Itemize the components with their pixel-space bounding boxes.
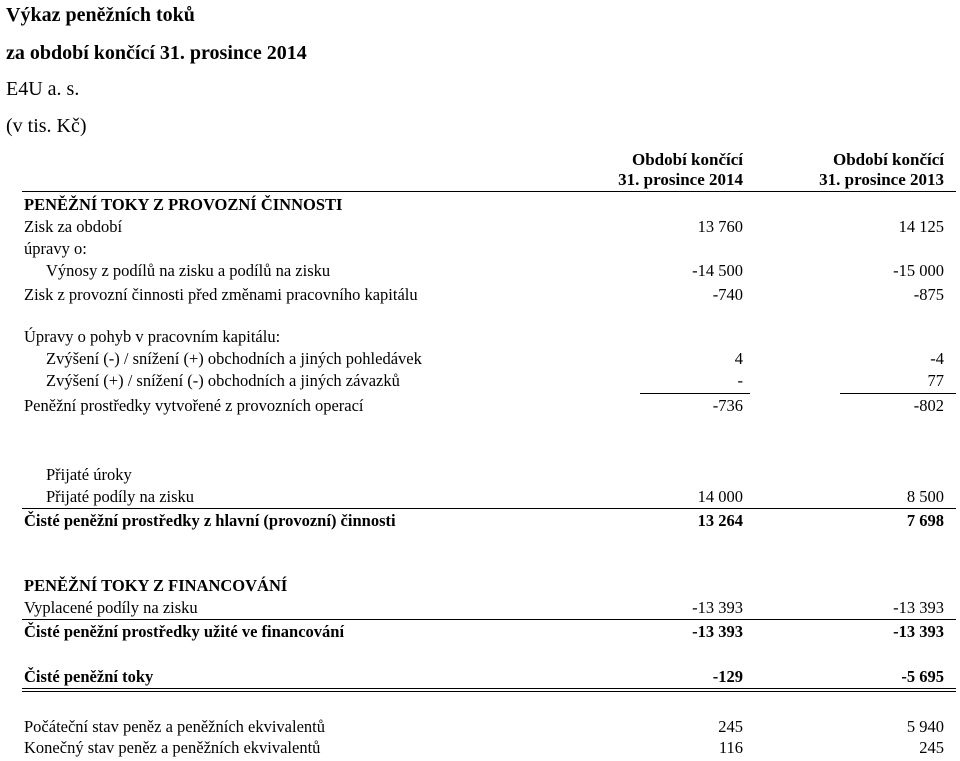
row-label: Počáteční stav peněz a peněžních ekvivalentů (24, 717, 325, 736)
total-rule-operating (22, 508, 956, 509)
row-label: Konečný stav peněz a peněžních ekvivalentů (24, 738, 321, 757)
row-label: Čisté peněžní toky (24, 667, 154, 686)
value-2013: 245 (919, 738, 944, 757)
value-2013: 77 (927, 371, 944, 390)
row-label: Přijaté úroky (46, 465, 132, 484)
value-2013: -875 (913, 285, 944, 304)
table-row-cash-from-operations (0, 395, 960, 417)
statement-title: Výkaz peněžních toků (6, 4, 195, 26)
value-2013: -802 (913, 396, 944, 415)
column-header-2013-line1: Období končící (832, 150, 944, 169)
value-2013: -13 393 (893, 622, 944, 641)
value-2013: 8 500 (906, 487, 944, 506)
row-label: Zisk za období (24, 217, 123, 236)
row-label: Čisté peněžní prostředky z hlavní (provozní) činnosti (24, 511, 396, 530)
column-header-2014 (618, 150, 743, 190)
value-2014: -13 393 (692, 622, 743, 641)
value-2014: 4 (734, 349, 743, 368)
table-row-opening-balance (0, 716, 960, 738)
subtotal-rule-2013 (840, 393, 956, 394)
row-label: Zisk z provozní činnosti před změnami pracovního kapitálu (24, 285, 418, 304)
value-2013: -4 (930, 349, 944, 368)
value-2014: -13 393 (692, 598, 743, 617)
value-2013: 14 125 (898, 217, 944, 236)
value-2013: -15 000 (893, 261, 944, 280)
value-2014: -14 500 (692, 261, 743, 280)
value-2014: 116 (718, 738, 743, 757)
row-label: Zvýšení (+) / snížení (-) obchodních a jiných závazků (46, 371, 400, 390)
value-2014: 245 (718, 717, 743, 736)
table-row-section-operating (0, 194, 960, 216)
value-2014: -740 (712, 285, 743, 304)
value-2013: -5 695 (901, 667, 944, 686)
net-cash-rule-lower (22, 691, 956, 692)
row-label: Vyplacené podíly na zisku (24, 598, 198, 617)
value-2014: 13 760 (697, 217, 743, 236)
value-2014: 13 264 (697, 511, 743, 530)
column-header-2014-line1: Období končící (631, 150, 743, 169)
row-label: Úpravy o pohyb v pracovním kapitálu: (24, 327, 281, 346)
row-label: Čisté peněžní prostředky užité ve financování (24, 622, 345, 641)
table-row-adjustments (0, 238, 960, 260)
table-row-section-financing (0, 575, 960, 597)
value-2014: -129 (712, 667, 743, 686)
table-row-profit (0, 216, 960, 238)
statement-period: za období končící 31. prosince 2014 (6, 42, 307, 64)
row-label: PENĚŽNÍ TOKY Z PROVOZNÍ ČINNOSTI (24, 195, 343, 214)
row-label: Peněžní prostředky vytvořené z provozních operací (24, 396, 364, 415)
company-name: E4U a. s. (6, 78, 80, 100)
column-header-2013 (819, 150, 944, 190)
column-header-2014-line2: 31. prosince 2014 (618, 170, 743, 189)
table-row-dividend-income (0, 260, 960, 282)
table-row-dividends-paid (0, 597, 960, 619)
row-label: Zvýšení (-) / snížení (+) obchodních a jiných pohledávek (46, 349, 422, 368)
value-2013: 5 940 (906, 717, 944, 736)
row-label: úpravy o: (24, 239, 87, 258)
total-rule-financing (22, 619, 956, 620)
value-2014: 14 000 (697, 487, 743, 506)
header-rule (22, 191, 956, 192)
table-row-payables (0, 370, 960, 392)
row-label: Přijaté podíly na zisku (46, 487, 195, 506)
value-2014: - (737, 371, 743, 390)
table-row-net-cash-flow (0, 666, 960, 688)
currency-units: (v tis. Kč) (6, 115, 87, 137)
subtotal-rule-2014 (640, 393, 750, 394)
table-row-dividends-received (0, 486, 960, 508)
row-label: PENĚŽNÍ TOKY Z FINANCOVÁNÍ (24, 576, 288, 595)
table-row-operating-profit (0, 284, 960, 306)
value-2013: -13 393 (893, 598, 944, 617)
row-label: Výnosy z podílů na zisku a podílů na zisku (46, 261, 331, 280)
table-row-net-financing-cash (0, 621, 960, 643)
value-2014: -736 (712, 396, 743, 415)
table-row-interest-received (0, 464, 960, 486)
table-row-working-capital-header (0, 326, 960, 348)
table-row-receivables (0, 348, 960, 370)
table-row-closing-balance (0, 737, 960, 759)
table-row-net-operating-cash (0, 510, 960, 532)
value-2013: 7 698 (906, 511, 944, 530)
net-cash-rule-upper (22, 688, 956, 689)
column-header-2013-line2: 31. prosince 2013 (819, 170, 944, 189)
